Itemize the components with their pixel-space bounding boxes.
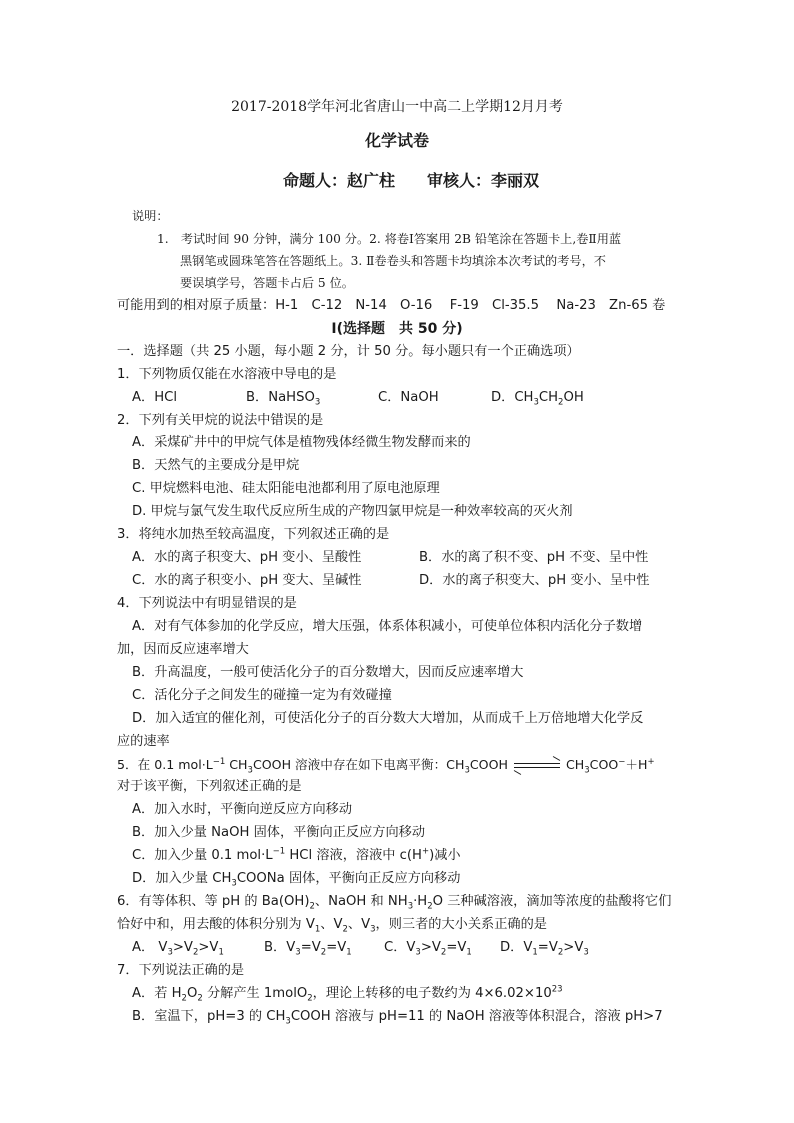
q4-option-b: B．升高温度，一般可使活化分子的百分数增大，因而反应速率增大 <box>132 665 524 680</box>
q7-option-a: A．若 $H_2O_2$ 分解产生 1molO$_2$，理论上转移的电子数约为 $4\times 6.02\times 10^{23}$ <box>132 984 563 1004</box>
q5-option-c: C．加入少量 0.1 $mol\cdot L^{-1}$ HCl 溶液，溶液中 c(H+)减小 <box>132 846 461 863</box>
notes-line-3: 要误填学号，答题卡占后 5 位。 <box>180 276 354 290</box>
q6-option-d: D．$V_1=V_2>V_3$ <box>500 940 589 958</box>
q6-stem-line1: 6．有等体积、等 pH 的 $Ba(OH)_2$、NaOH 和 $NH_3\cdot H_2O$ 三种碱溶液，滴加等浓度的盐酸将它们 <box>117 894 672 912</box>
q3-option-c: C．水的离子积变小、pH 变大、呈碱性 <box>132 573 362 588</box>
q1-option-a: A．HCl <box>132 390 177 405</box>
section-title: Ⅰ(选择题 共 50 分) <box>331 321 463 337</box>
q1-option-c: C．NaOH <box>378 390 439 405</box>
q2-option-d: D. 甲烷与氯气发生取代反应所生成的产物四氯甲烷是一种效率较高的灭火剂 <box>132 504 573 519</box>
q4-option-a-line1: A．对有气体参加的化学反应，增大压强，体系体积减小，可使单位体积内活化分子数增 <box>132 619 643 634</box>
equilibrium-arrow-icon <box>514 762 560 770</box>
authors-line: 命题人：赵广柱 审核人：李丽双 <box>282 171 539 190</box>
notes-line-2: 黑钢笔或圆珠笔答在答题纸上。3. Ⅱ卷卷头和答题卡均填涂本次考试的考号，不 <box>180 254 606 268</box>
q7-option-b: B．室温下，pH=3 的 $CH_3COOH$ 溶液与 pH=11 的 NaOH 溶液等体积混合，溶液 pH>7 <box>132 1009 663 1027</box>
q6-option-c: C．$V_3>V_2=V_1$ <box>384 940 472 958</box>
section-instructions: 一．选择题（共 25 小题，每小题 2 分，计 50 分。每小题只有一个正确选项） <box>117 344 580 359</box>
q3-stem: 3．将纯水加热至较高温度，下列叙述正确的是 <box>117 527 390 542</box>
q1-option-d: D．$CH_3CH_2OH$ <box>491 390 584 408</box>
q4-option-d-line2: 应的速率 <box>117 734 170 749</box>
q3-option-b: B．水的离了积不变、pH 不变、呈中性 <box>419 550 649 565</box>
q3-option-d: D．水的离子积变大、pH 变小、呈中性 <box>419 573 650 588</box>
q5-option-b: B．加入少量 NaOH 固体，平衡向正反应方向移动 <box>132 825 426 840</box>
q5-stem: 5．在 0.1 $mol\cdot L^{-1}$ $CH_3COOH$ 溶液中存在如下电离平衡：$CH_3COOH$ $CH_3COO^-+H^+$ <box>117 756 655 776</box>
q6-stem-line2: 恰好中和，用去酸的体积分别为 $V_1$、$V_2$、$V_3$，则三者的大小关系正确的是 <box>117 917 547 935</box>
exam-title: 2017-2018学年河北省唐山一中高二上学期12月月考 <box>231 99 563 115</box>
q5-stem-line2: 对于该平衡，下列叙述正确的是 <box>117 779 302 794</box>
q7-stem: 7．下列说法正确的是 <box>117 963 245 978</box>
subject-title: 化学试卷 <box>364 131 429 150</box>
q2-option-c: C. 甲烷燃料电池、硅太阳能电池都利用了原电池原理 <box>132 481 440 496</box>
q1-option-b: B．NaHSO$_3$ <box>246 390 321 408</box>
q3-option-a: A．水的离子积变大、pH 变小、呈酸性 <box>132 550 362 565</box>
q5-option-d: D．加入少量 $CH_3COONa$ 固体，平衡向正反应方向移动 <box>132 871 461 889</box>
q6-option-b: B．$V_3=V_2=V_1$ <box>264 940 352 958</box>
q5-option-a: A．加入水时，平衡向逆反应方向移动 <box>132 802 353 817</box>
q6-option-a: A． $V_3>V_2>V_1$ <box>132 940 224 958</box>
q4-option-d-line1: D．加入适宜的催化剂，可使活化分子的百分数大大增加，从而成千上万倍地增大化学反 <box>132 711 644 726</box>
q4-option-a-line2: 加，因而反应速率增大 <box>117 642 249 657</box>
q2-option-b: B．天然气的主要成分是甲烷 <box>132 458 300 473</box>
q4-stem: 4．下列说法中有明显错误的是 <box>117 596 297 611</box>
q2-option-a: A．采煤矿井中的甲烷气体是植物残体经微生物发酵而来的 <box>132 435 471 450</box>
notes-line-1: 1. 考试时间 90 分钟，满分 100 分。2. 将卷Ⅰ答案用 2B 铅笔涂在答题卡上,卷Ⅱ用蓝 <box>157 232 622 246</box>
q2-stem: 2．下列有关甲烷的说法中错误的是 <box>117 413 324 428</box>
q4-option-c: C．活化分子之间发生的碰撞一定为有效碰撞 <box>132 688 392 703</box>
q1-stem: 1．下列物质仅能在水溶液中导电的是 <box>117 367 337 382</box>
atomic-masses: 可能用到的相对原子质量：H-1 C-12 N-14 O-16 F-19 Cl-35.5 Na-23 Zn-65 卷 <box>117 298 666 313</box>
notes-label: 说明： <box>132 209 169 223</box>
